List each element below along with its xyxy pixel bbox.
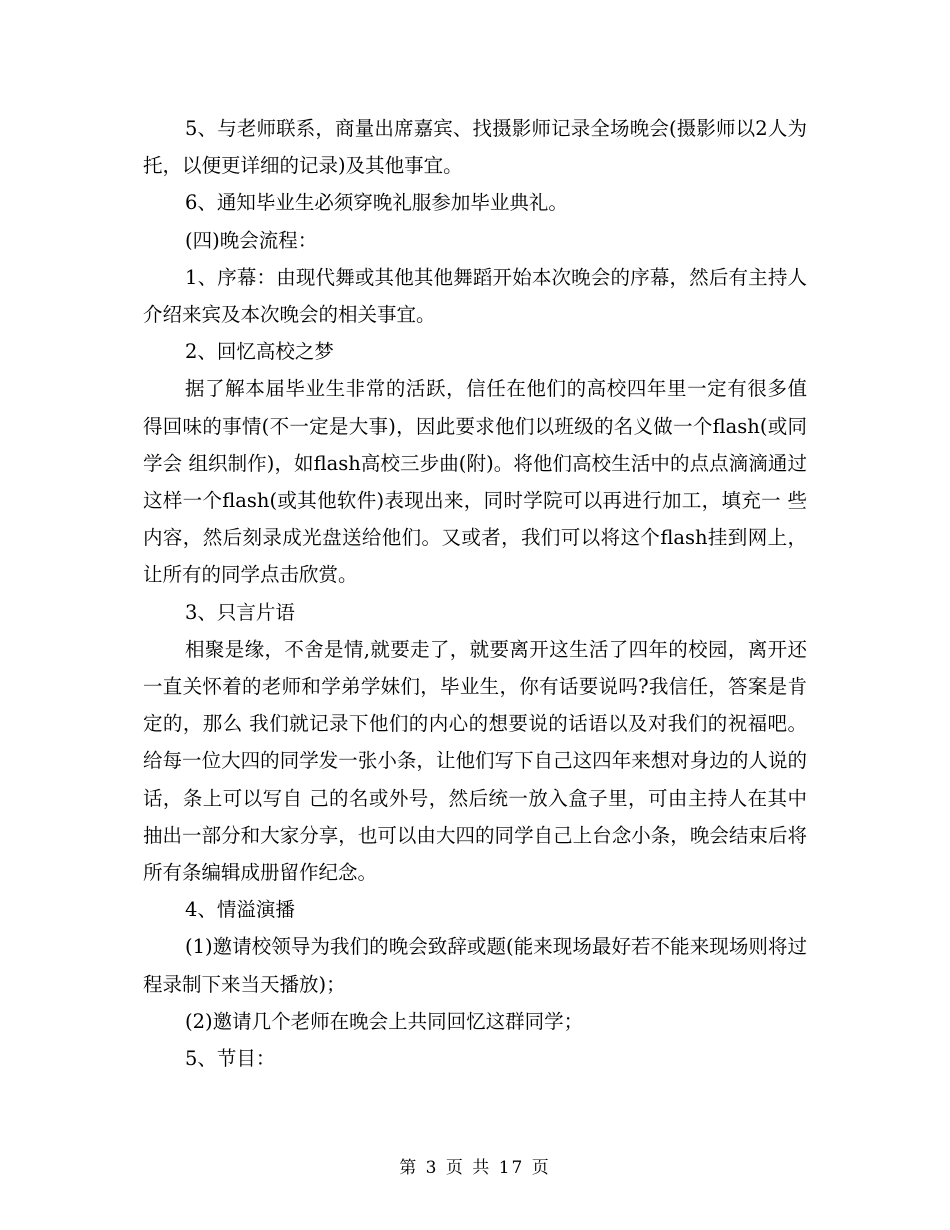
paragraph-item-5-contact-teacher: 5、与老师联系，商量出席嘉宾、找摄影师记录全场晚会(摄影师以2人为托，以便更详细的记录)及其他事宜。 [143, 117, 807, 178]
paragraph-words-notes: 相聚是缘，不舍是情,就要走了，就要离开这生活了四年的校园，离开还一直关怀着的老师和学弟学妹们，毕业生，你有话要说吗?我信任，答案是肯定的，那么 我们就记录下他们的内心的想要说的话语以及对我们的祝福吧。给每一位大四的同学发一张小条，让他们写下自己这四年来想对身边的人说的话，条上可以写自 己的名或外号，然后统一放入盒子里，可由主持人在其中抽出一部分和大家分享，也可以由大四的同学自己上台念小条，晚会结束后将所有条编辑成册留作纪念。 [143, 637, 807, 885]
document-body [143, 110, 807, 1077]
paragraph-broadcast-teachers: (2)邀请几个老师在晚会上共同回忆这群同学； [185, 1009, 584, 1033]
paragraph-broadcast-leaders: (1)邀请校领导为我们的晚会致辞或题(能来现场最好若不能来现场则将过程录制下来当天播放)； [143, 935, 807, 996]
section-heading-evening-flow: (四)晚会流程： [185, 228, 318, 252]
paragraph-step-1-prelude: 1、序幕：由现代舞或其他其他舞蹈开始本次晚会的序幕，然后有主持人介绍来宾及本次晚会的相关事宜。 [143, 265, 807, 327]
subheading-step-2-memories: 2、回忆高校之梦 [185, 340, 334, 364]
page-number-footer: 第 3 页 共 17 页 [399, 1158, 551, 1178]
subheading-step-4-broadcast: 4、情溢演播 [185, 898, 295, 922]
paragraph-memories-flash: 据了解本届毕业生非常的活跃，信任在他们的高校四年里一定有很多值得回味的事情(不一定是大事)，因此要求他们以班级的名义做一个flash(或同学会 组织制作)，如flash高校三步曲(附)。将他们高校生活中的点点滴滴通过这样一个flash(或其他软件)表现出来，同时学院可以再进行加工，填充一 些内容，然后刻录成光盘送给他们。又或者，我们可以将这个flash挂到网上，让所有的同学点击欣赏。 [143, 377, 807, 587]
subheading-step-3-words: 3、只言片语 [185, 600, 295, 624]
subheading-step-5-programs: 5、节目： [185, 1047, 276, 1071]
paragraph-item-6-notify-graduates: 6、通知毕业生必须穿晚礼服参加毕业典礼。 [185, 191, 568, 215]
